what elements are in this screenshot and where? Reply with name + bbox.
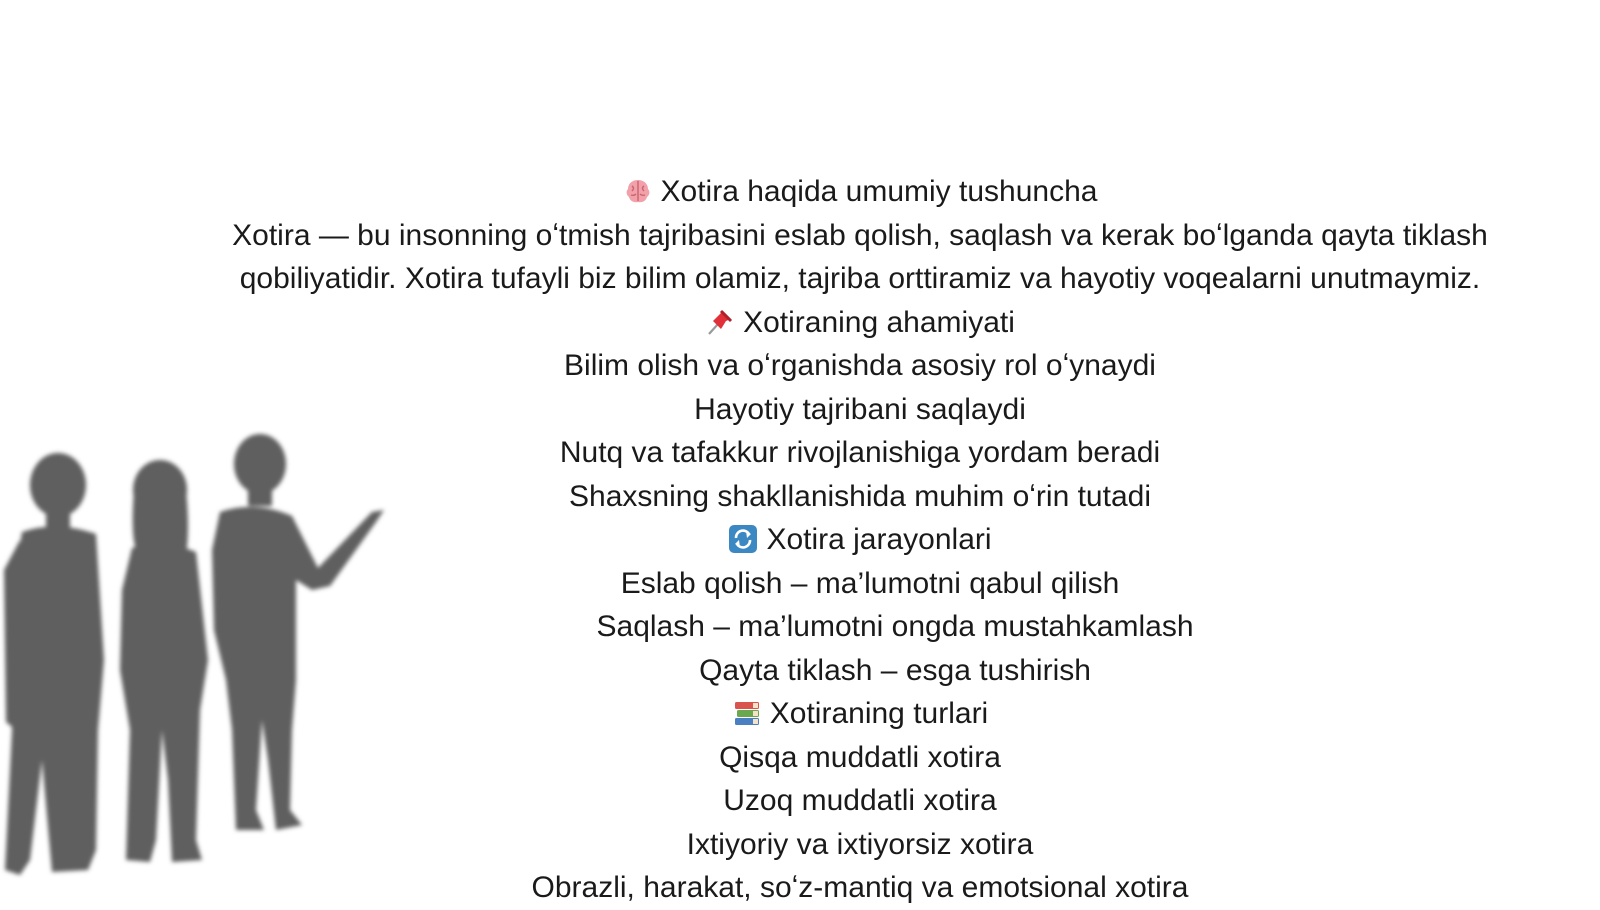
books-icon	[732, 698, 762, 728]
section-heading-text: Xotira jarayonlari	[766, 523, 992, 556]
list-item: Qisqa muddatli xotira	[719, 740, 1001, 774]
document-body	[160, 170, 1560, 910]
list-item: Qayta tiklash – esga tushirish	[699, 653, 1091, 687]
list-item: Saqlash – ma’lumotni ongda mustahkamlash	[596, 610, 1194, 643]
list-item: Uzoq muddatli xotira	[723, 784, 997, 817]
brain-icon	[623, 176, 653, 206]
section-heading-processes	[160, 518, 1560, 562]
section-heading-importance	[160, 301, 1560, 345]
paragraph-line: qobiliyatidir. Xotira tufayli biz bilim olamiz, tajriba orttiramiz va hayotiy voqealarni unutmaymiz.	[239, 262, 1481, 295]
list-item: Eslab qolish – ma’lumotni qabul qilish	[620, 566, 1120, 600]
cycle-arrows-icon	[728, 524, 758, 554]
section-heading-text: Xotiraning ahamiyati	[743, 305, 1015, 339]
list-item: Bilim olish va oʻrganishda asosiy rol oʻynaydi	[564, 349, 1156, 382]
section-heading-text: Xotiraning turlari	[769, 697, 989, 730]
section-heading-types	[160, 692, 1560, 736]
pushpin-icon	[705, 307, 735, 337]
list-item: Hayotiy tajribani saqlaydi	[694, 392, 1026, 426]
list-item: Shaxsning shakllanishida muhim oʻrin tutadi	[569, 479, 1151, 513]
section-heading-text: Xotira haqida umumiy tushuncha	[660, 175, 1098, 208]
list-item: Obrazli, harakat, soʻz-mantiq va emotsional xotira	[531, 871, 1189, 904]
paragraph-line: Xotira — bu insonning oʻtmish tajribasini eslab qolish, saqlash va kerak boʻlganda qayta tiklash	[232, 218, 1488, 252]
list-item: Ixtiyoriy va ixtiyorsiz xotira	[686, 827, 1034, 861]
person-silhouette-left	[4, 453, 104, 875]
list-item: Nutq va tafakkur rivojlanishiga yordam beradi	[559, 436, 1161, 469]
section-heading-general	[160, 170, 1560, 214]
